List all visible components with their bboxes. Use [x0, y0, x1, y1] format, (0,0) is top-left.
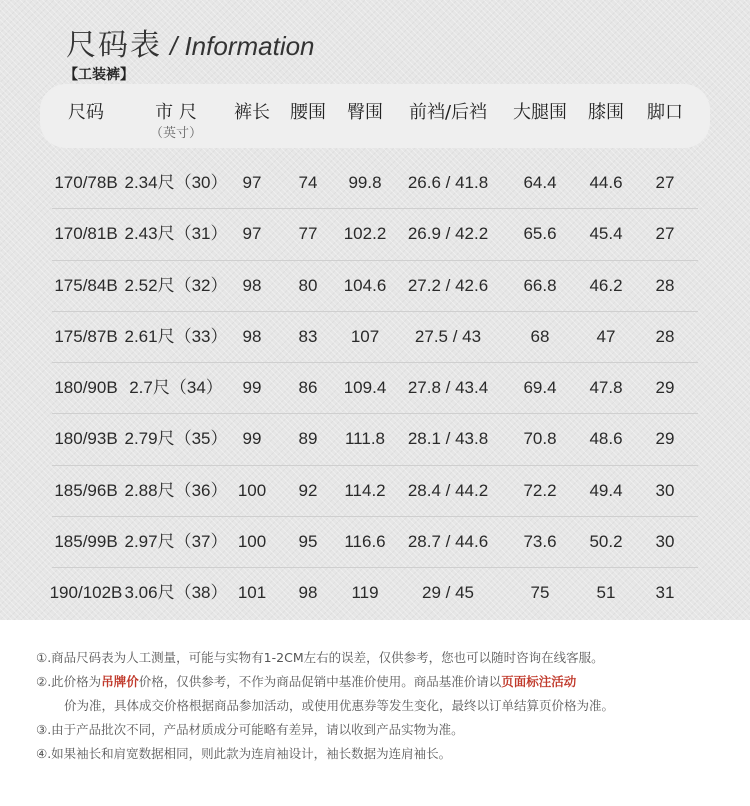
- cell-pants-length: 101: [237, 583, 267, 603]
- cell-rise: 27.5 / 43: [414, 326, 482, 346]
- cell-waist: 95: [298, 532, 318, 552]
- cell-leg-opening: 27: [655, 173, 675, 192]
- cell-rise: 26.6 / 41.8: [407, 173, 489, 192]
- table-row: [52, 466, 698, 517]
- cell-rise: 29 / 45: [422, 583, 474, 603]
- cell-size: 175/84B: [54, 275, 118, 295]
- cell-waist: 74: [298, 173, 318, 192]
- cell-hip: 102.2: [343, 224, 387, 244]
- note-2-text-a: ②.此价格为: [36, 674, 102, 689]
- cell-hip: 104.6: [343, 275, 387, 295]
- cell-waist: 92: [298, 480, 318, 500]
- cell-knee: 50.2: [589, 532, 623, 552]
- cell-pants-length: 97: [242, 224, 262, 244]
- table-row: [52, 158, 698, 209]
- note-2-text-f: 为准，具体: [76, 698, 140, 713]
- cell-leg-opening: 27: [655, 224, 675, 244]
- cell-pants-length: 99: [242, 429, 262, 449]
- note-2-tag-price: 吊牌价: [101, 674, 139, 689]
- cell-size: 185/96B: [54, 480, 118, 500]
- table-row: [52, 363, 698, 414]
- cell-rise: 27.2 / 42.6: [407, 275, 489, 295]
- cell-rise: 27.8 / 43.4: [407, 378, 489, 398]
- cell-knee: 44.6: [589, 173, 623, 192]
- cell-pants-length: 98: [242, 275, 262, 295]
- cell-knee: 45.4: [589, 224, 623, 244]
- cell-size: 180/93B: [54, 429, 118, 449]
- header-leg-opening: 脚口: [647, 102, 683, 123]
- cell-waist: 77: [298, 224, 318, 244]
- cell-hip: 119: [351, 583, 379, 603]
- cell-market-ruler: 2.88尺（36）: [124, 480, 228, 500]
- header-waist: 腰围: [290, 102, 326, 123]
- note-2: [36, 670, 726, 694]
- cell-knee: 49.4: [589, 480, 623, 500]
- cell-rise: 28.4 / 44.2: [407, 480, 489, 500]
- cell-market-ruler: 2.34尺（30）: [124, 173, 228, 192]
- cell-thigh: 75: [530, 583, 550, 603]
- cell-waist: 89: [298, 429, 318, 449]
- cell-size: 190/102B: [49, 583, 123, 603]
- header-market-ruler: 市 尺: [155, 102, 197, 123]
- product-type-label: 【工装裤】: [64, 67, 134, 83]
- cell-knee: 51: [596, 583, 616, 603]
- cell-leg-opening: 29: [655, 429, 675, 449]
- cell-waist: 86: [298, 378, 318, 398]
- note-2-text-c: 价格，仅供参考，不作为商品促销中基准价使用。商品基准价请以: [138, 674, 502, 689]
- header-knee: 膝围: [588, 102, 624, 123]
- cell-waist: 98: [298, 583, 318, 603]
- header-size: 尺码: [68, 102, 104, 123]
- cell-size: 180/90B: [54, 378, 118, 398]
- cell-waist: 83: [298, 326, 318, 346]
- size-table-body: [0, 158, 750, 619]
- cell-pants-length: 97: [242, 173, 262, 192]
- cell-pants-length: 100: [237, 480, 267, 500]
- cell-rise: 26.9 / 42.2: [407, 224, 489, 244]
- note-2-continued: [36, 694, 726, 718]
- cell-waist: 80: [298, 275, 318, 295]
- note-2-text-h: 根据商品参加活动，或使用优惠券等发生变化，最终以订单结算页价格为准。: [189, 698, 615, 713]
- cell-pants-length: 98: [242, 326, 262, 346]
- cell-hip: 111.8: [344, 429, 386, 449]
- header-pants-length: 裤长: [234, 102, 270, 123]
- cell-leg-opening: 30: [655, 532, 675, 552]
- page-title: [66, 20, 315, 64]
- cell-knee: 48.6: [589, 429, 623, 449]
- note-4: ④.如果袖长和肩宽数据相同，则此款为连肩袖设计，袖长数据为连肩袖长。: [36, 746, 452, 761]
- cell-thigh: 66.8: [523, 275, 557, 295]
- cell-knee: 47.8: [589, 378, 623, 398]
- note-3: ③.由于产品批次不同，产品材质成分可能略有差异，请以收到产品实物为准。: [36, 722, 464, 737]
- cell-market-ruler: 2.52尺（32）: [124, 275, 228, 295]
- title-en: / Information: [170, 31, 315, 61]
- cell-market-ruler: 3.06尺（38）: [124, 583, 228, 603]
- note-2-price-word: 价: [64, 698, 77, 713]
- title-cn: 尺码表: [66, 28, 162, 63]
- cell-hip: 99.8: [348, 173, 382, 192]
- cell-size: 170/81B: [54, 224, 118, 244]
- header-thigh: 大腿围: [513, 102, 567, 123]
- cell-market-ruler: 2.79尺（35）: [124, 429, 228, 449]
- cell-thigh: 64.4: [523, 173, 557, 192]
- cell-leg-opening: 31: [655, 583, 675, 603]
- cell-knee: 46.2: [589, 275, 623, 295]
- note-2-page-activity: 页面标注活动: [501, 674, 577, 689]
- cell-market-ruler: 2.97尺（37）: [124, 532, 228, 552]
- table-row: [52, 209, 698, 260]
- cell-thigh: 69.4: [523, 378, 557, 398]
- table-row: [49, 568, 698, 618]
- cell-size: 170/78B: [54, 173, 118, 192]
- cell-leg-opening: 29: [655, 378, 675, 398]
- table-row: [52, 414, 698, 465]
- cell-thigh: 68: [530, 326, 550, 346]
- table-row: [52, 517, 698, 568]
- cell-market-ruler: 2.61尺（33）: [124, 326, 228, 346]
- cell-thigh: 72.2: [523, 480, 557, 500]
- cell-size: 185/99B: [54, 532, 118, 552]
- table-row: [52, 312, 698, 363]
- cell-leg-opening: 28: [655, 275, 675, 295]
- cell-pants-length: 99: [242, 378, 262, 398]
- cell-leg-opening: 28: [655, 326, 675, 346]
- notes-section: [36, 646, 726, 766]
- cell-knee: 47: [596, 326, 616, 346]
- cell-rise: 28.1 / 43.8: [407, 429, 489, 449]
- cell-size: 175/87B: [54, 326, 118, 346]
- cell-hip: 116.6: [344, 532, 386, 552]
- cell-leg-opening: 30: [655, 480, 675, 500]
- cell-hip: 114.2: [344, 480, 386, 500]
- cell-pants-length: 100: [237, 532, 267, 552]
- cell-rise: 28.7 / 44.6: [407, 532, 489, 552]
- note-1: ①.商品尺码表为人工测量，可能与实物有1-2CM左右的误差，仅供参考，您也可以随时咨询在线客服。: [36, 650, 604, 665]
- header-market-ruler-unit: （英寸）: [149, 126, 203, 141]
- note-2-deal-price: 成交价格: [139, 698, 190, 713]
- cell-thigh: 65.6: [523, 224, 557, 244]
- cell-market-ruler: 2.43尺（31）: [124, 224, 228, 244]
- header-rise: 前裆/后裆: [408, 102, 488, 123]
- cell-market-ruler: 2.7尺（34）: [129, 378, 223, 398]
- cell-hip: 109.4: [343, 378, 387, 398]
- cell-hip: 107: [350, 326, 380, 346]
- cell-thigh: 73.6: [523, 532, 557, 552]
- header-hip: 臀围: [347, 102, 383, 123]
- table-row: [52, 261, 698, 312]
- cell-thigh: 70.8: [523, 429, 557, 449]
